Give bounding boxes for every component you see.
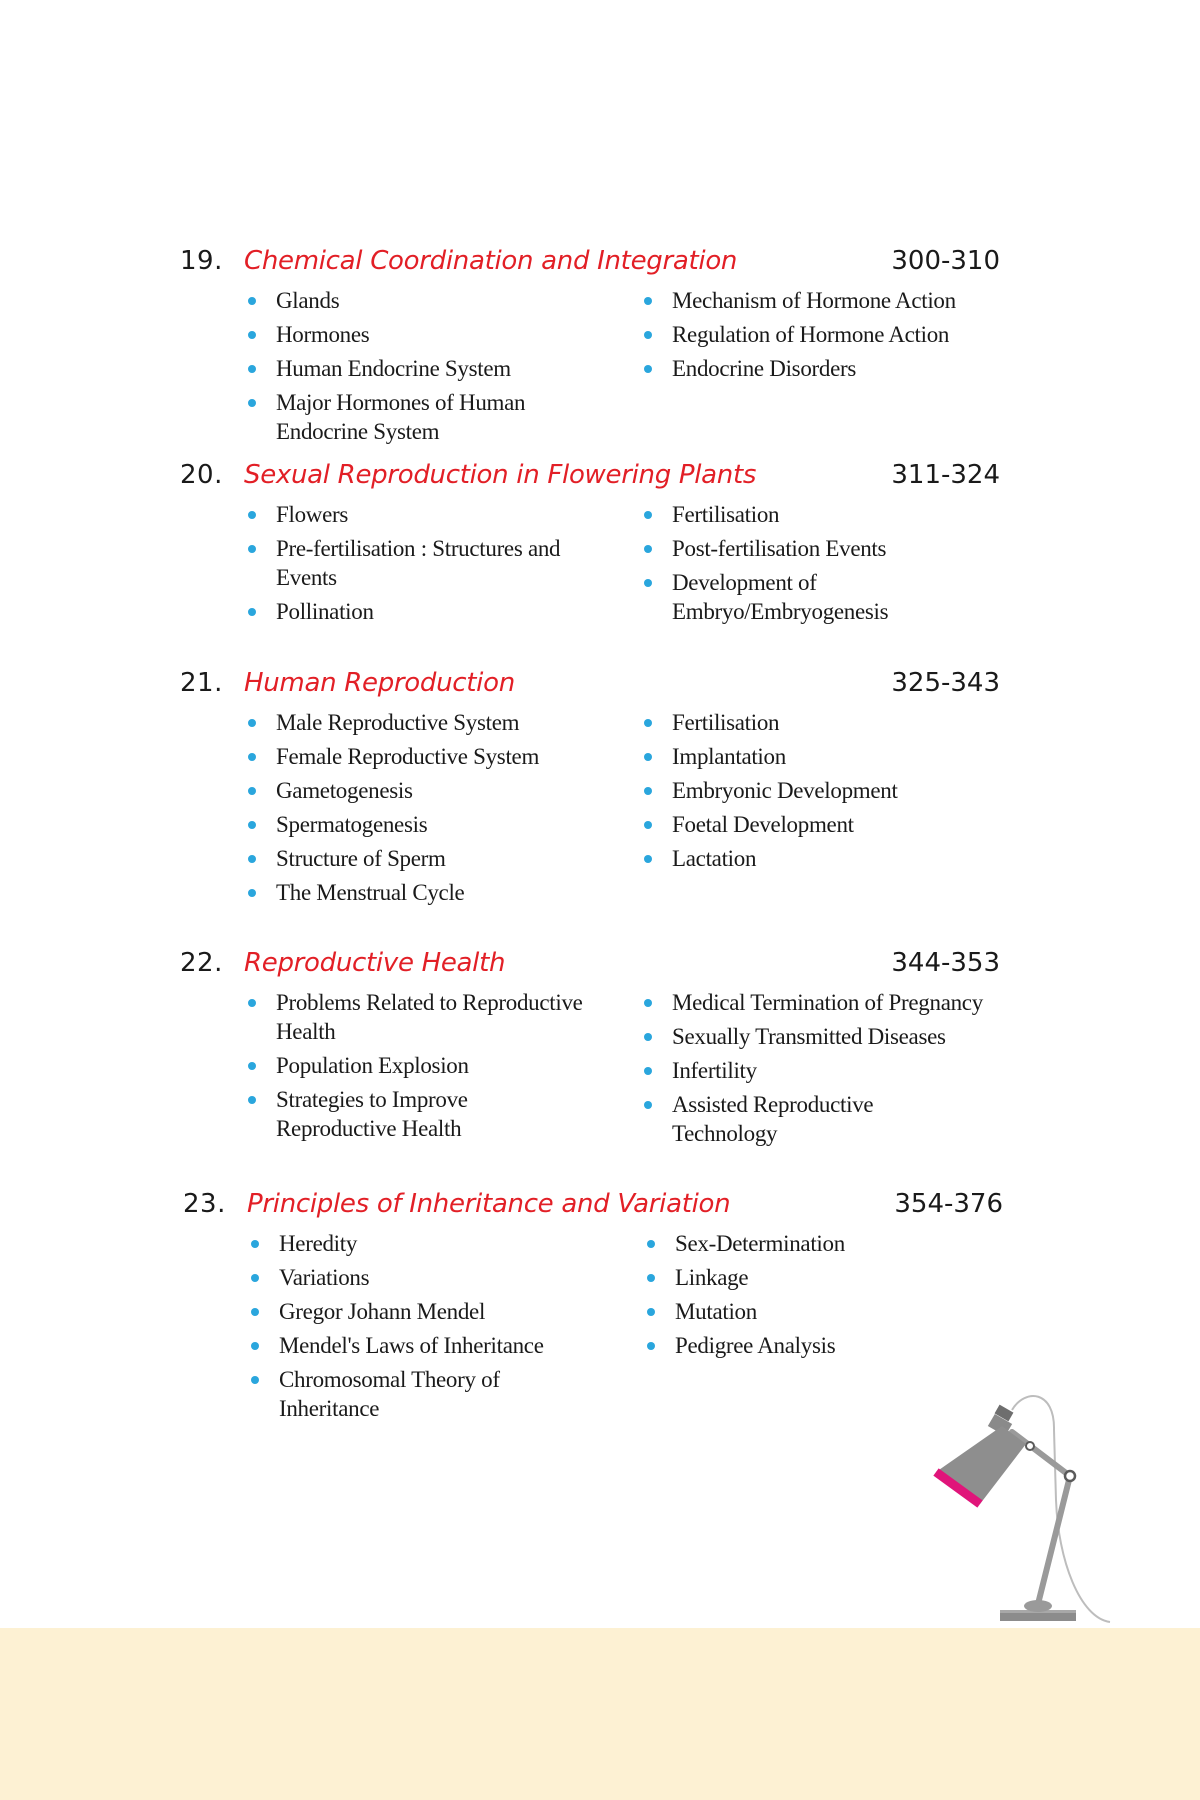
chapter-header <box>180 246 1000 286</box>
topic-item: Development of Embryo/Embryogenesis <box>642 568 932 626</box>
footer-band <box>0 1628 1200 1800</box>
topic-item: Fertilisation <box>642 708 1022 737</box>
bullet-icon <box>248 1062 256 1070</box>
topic-item: Strategies to Improve Reproductive Health <box>246 1085 536 1143</box>
bullet-icon <box>644 331 652 339</box>
bullet-icon <box>644 365 652 373</box>
chapter-title: Sexual Reproduction in Flowering Plants <box>244 460 757 490</box>
bullet-icon <box>251 1342 259 1350</box>
topic-item: Variations <box>249 1263 609 1292</box>
topic-item: Linkage <box>645 1263 1025 1292</box>
topic-list-left <box>246 286 606 451</box>
bullet-icon <box>248 855 256 863</box>
topic-item: Population Explosion <box>246 1051 606 1080</box>
bullet-icon <box>644 511 652 519</box>
topic-list-right <box>645 1229 1025 1365</box>
topic-item: Regulation of Hormone Action <box>642 320 1022 349</box>
topic-item: Sexually Transmitted Diseases <box>642 1022 1022 1051</box>
topic-item: Fertilisation <box>642 500 1022 529</box>
bullet-icon <box>644 753 652 761</box>
topic-list-right <box>642 988 1022 1153</box>
chapter-header <box>180 948 1000 988</box>
topic-item: Flowers <box>246 500 606 529</box>
bullet-icon <box>248 545 256 553</box>
chapter-title: Chemical Coordination and Integration <box>244 246 738 276</box>
chapter-pages: 325-343 <box>891 668 1000 698</box>
chapter-19 <box>180 246 1000 444</box>
bullet-icon <box>644 545 652 553</box>
topic-item: Mutation <box>645 1297 1025 1326</box>
chapter-23 <box>183 1189 1003 1421</box>
chapter-pages: 311-324 <box>891 460 1000 490</box>
topic-item: Implantation <box>642 742 1022 771</box>
chapter-pages: 344-353 <box>891 948 1000 978</box>
bullet-icon <box>644 1067 652 1075</box>
topic-item: Hormones <box>246 320 606 349</box>
bullet-icon <box>647 1308 655 1316</box>
topic-item: Heredity <box>249 1229 609 1258</box>
bullet-icon <box>644 719 652 727</box>
topic-item: Foetal Development <box>642 810 1022 839</box>
topic-item: Infertility <box>642 1056 1022 1085</box>
chapter-number: 23. <box>183 1189 226 1219</box>
bullet-icon <box>647 1274 655 1282</box>
chapter-header <box>180 668 1000 708</box>
topic-item: The Menstrual Cycle <box>246 878 606 907</box>
desk-lamp-icon <box>930 1390 1130 1630</box>
chapter-number: 22. <box>180 948 223 978</box>
bullet-icon <box>644 855 652 863</box>
chapter-header <box>180 460 1000 500</box>
chapter-title: Principles of Inheritance and Variation <box>247 1189 731 1219</box>
chapter-number: 19. <box>180 246 223 276</box>
chapter-pages: 354-376 <box>894 1189 1003 1219</box>
topic-item: Structure of Sperm <box>246 844 606 873</box>
topic-list-left <box>246 988 606 1148</box>
bullet-icon <box>248 753 256 761</box>
chapter-number: 21. <box>180 668 223 698</box>
topic-item: Major Hormones of Human Endocrine System <box>246 388 536 446</box>
chapter-pages: 300-310 <box>891 246 1000 276</box>
topic-list-right <box>642 286 1022 388</box>
topic-item: Chromosomal Theory of Inheritance <box>249 1365 539 1423</box>
topic-item: Endocrine Disorders <box>642 354 1022 383</box>
bullet-icon <box>248 1096 256 1104</box>
topic-item: Human Endocrine System <box>246 354 606 383</box>
topic-item: Glands <box>246 286 606 315</box>
topic-item: Pedigree Analysis <box>645 1331 1025 1360</box>
topic-item: Problems Related to Reproductive Health <box>246 988 626 1046</box>
chapter-20 <box>180 460 1000 624</box>
bullet-icon <box>248 331 256 339</box>
bullet-icon <box>644 787 652 795</box>
bullet-icon <box>644 1033 652 1041</box>
topic-item: Mechanism of Hormone Action <box>642 286 1022 315</box>
topic-item: Female Reproductive System <box>246 742 606 771</box>
bullet-icon <box>251 1240 259 1248</box>
chapter-22 <box>180 948 1000 1146</box>
chapter-title: Human Reproduction <box>244 668 515 698</box>
bullet-icon <box>644 999 652 1007</box>
chapter-title: Reproductive Health <box>244 948 506 978</box>
bullet-icon <box>248 608 256 616</box>
bullet-icon <box>248 365 256 373</box>
topic-list-right <box>642 708 1022 878</box>
bullet-icon <box>251 1274 259 1282</box>
bullet-icon <box>248 399 256 407</box>
bullet-icon <box>248 719 256 727</box>
chapter-number: 20. <box>180 460 223 490</box>
topic-item: Medical Termination of Pregnancy <box>642 988 1022 1017</box>
bullet-icon <box>251 1308 259 1316</box>
topic-item: Sex-Determination <box>645 1229 1025 1258</box>
topic-item: Gametogenesis <box>246 776 606 805</box>
bullet-icon <box>644 821 652 829</box>
topic-item: Assisted Reproductive Technology <box>642 1090 922 1148</box>
bullet-icon <box>644 1101 652 1109</box>
chapter-header <box>183 1189 1003 1229</box>
bullet-icon <box>644 297 652 305</box>
bullet-icon <box>248 297 256 305</box>
bullet-icon <box>251 1376 259 1384</box>
topic-item: Lactation <box>642 844 1022 873</box>
bullet-icon <box>248 999 256 1007</box>
topic-list-left <box>246 708 606 912</box>
topic-item: Pollination <box>246 597 606 626</box>
chapter-21 <box>180 668 1000 905</box>
bullet-icon <box>248 787 256 795</box>
topic-item: Spermatogenesis <box>246 810 606 839</box>
bullet-icon <box>647 1342 655 1350</box>
topic-list-right <box>642 500 1022 631</box>
topic-list-left <box>249 1229 609 1428</box>
bullet-icon <box>248 821 256 829</box>
bullet-icon <box>248 511 256 519</box>
bullet-icon <box>248 889 256 897</box>
topic-item: Male Reproductive System <box>246 708 606 737</box>
topic-list-left <box>246 500 606 631</box>
topic-item: Pre-fertilisation : Structures and Events <box>246 534 616 592</box>
topic-item: Post-fertilisation Events <box>642 534 1022 563</box>
topic-item: Mendel's Laws of Inheritance <box>249 1331 609 1360</box>
bullet-icon <box>644 579 652 587</box>
topic-item: Gregor Johann Mendel <box>249 1297 609 1326</box>
bullet-icon <box>647 1240 655 1248</box>
topic-item: Embryonic Development <box>642 776 1022 805</box>
